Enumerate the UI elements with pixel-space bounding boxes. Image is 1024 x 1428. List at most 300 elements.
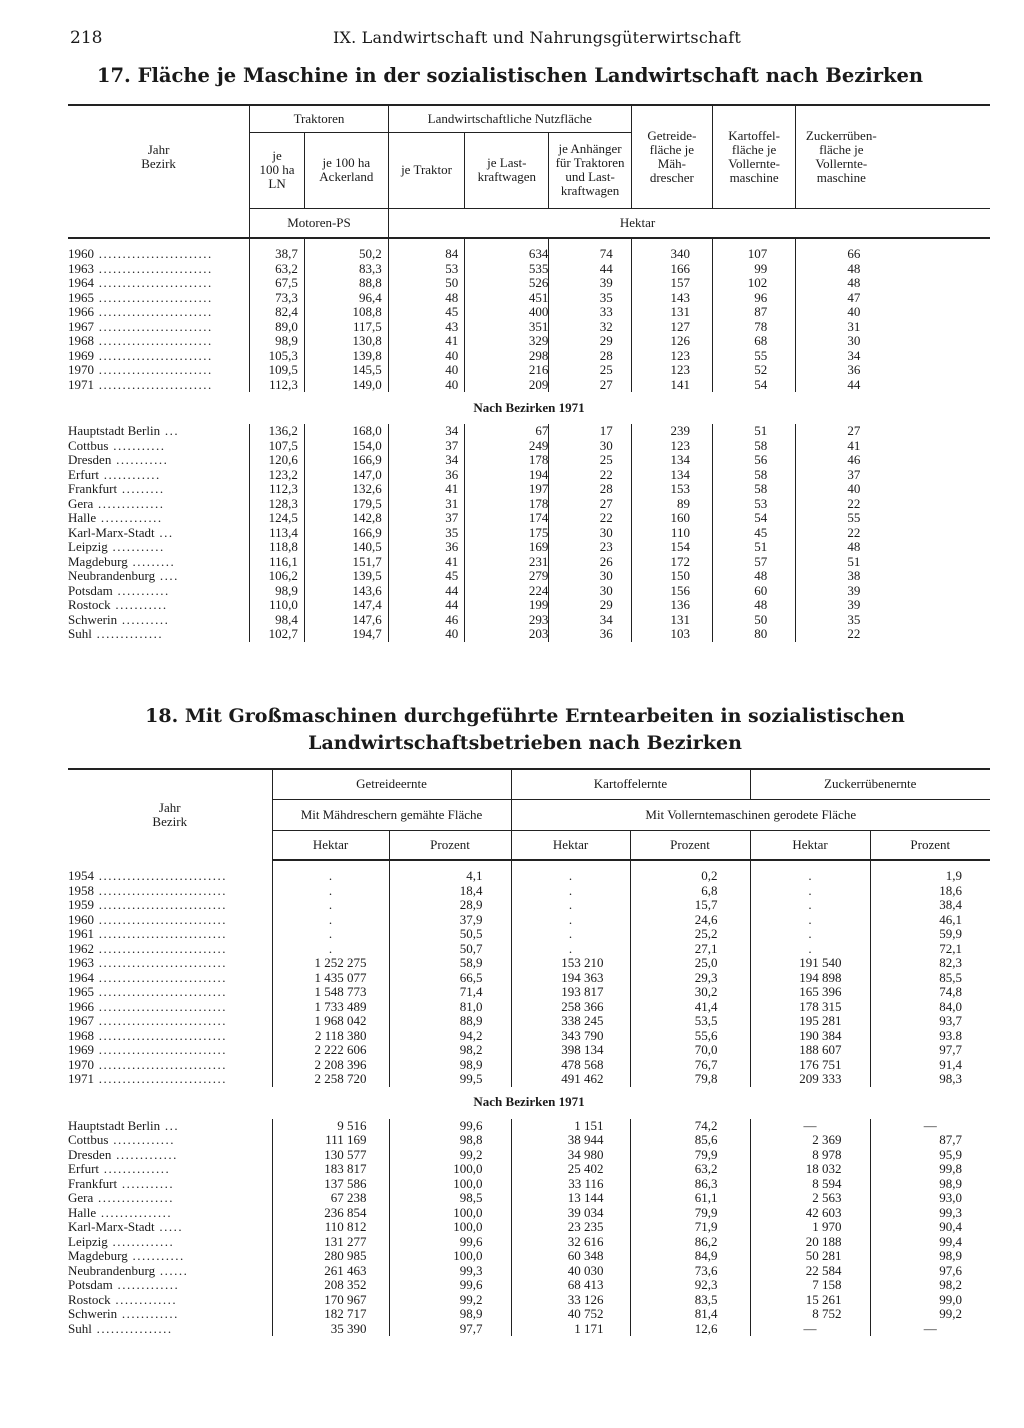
cell: 17: [549, 424, 631, 439]
stub-header-18-text: Jahr Bezirk: [152, 800, 188, 829]
cell: 60: [712, 584, 795, 599]
district-row: [68, 1119, 990, 1134]
leader-dots: .............: [107, 1234, 175, 1249]
cell: 74,8: [870, 985, 990, 1000]
cell: 60 348: [511, 1249, 630, 1264]
cell: 84: [388, 247, 465, 262]
cell: 13 144: [511, 1191, 630, 1206]
district-label: Rostock: [68, 598, 111, 612]
page-number: 218: [70, 28, 103, 48]
cell: 22: [796, 627, 887, 642]
col5-header: [549, 132, 631, 208]
cell: 136,2: [250, 424, 305, 439]
cell: 83,5: [630, 1293, 750, 1308]
cell: 236 854: [272, 1206, 389, 1221]
cell: 98,9: [250, 584, 305, 599]
district-label: Potsdam: [68, 583, 113, 598]
district-row: [68, 627, 990, 642]
cell: 48: [712, 598, 795, 613]
cell: 134: [631, 453, 712, 468]
district-row: [68, 1220, 990, 1235]
leader-dots: ........................: [94, 334, 213, 348]
cell: 51: [712, 540, 795, 555]
cell: .: [511, 927, 630, 942]
district-label: Halle: [68, 511, 97, 525]
chapter-title: IX. Landwirtschaft und Nahrungsgüterwirtschaft: [333, 28, 741, 47]
cell: 23 235: [511, 1220, 630, 1235]
leader-dots: ..............: [91, 627, 164, 641]
cell: 98,4: [250, 613, 305, 628]
leader-dots: ............: [117, 1307, 179, 1321]
cell: 67: [465, 424, 549, 439]
cell: 31: [388, 497, 465, 512]
cell: 48: [388, 291, 465, 306]
cell: 35: [388, 526, 465, 541]
cell: 2 118 380: [272, 1029, 389, 1044]
cell: 87,7: [870, 1133, 990, 1148]
district-row: [68, 453, 990, 468]
cell: 35 390: [272, 1322, 389, 1337]
leader-dots: ...........................: [94, 1043, 227, 1057]
leader-dots: ...........................: [94, 1028, 227, 1043]
cell: 111 169: [272, 1133, 389, 1148]
district-row: [68, 1191, 990, 1206]
cell: 46: [388, 613, 465, 628]
cell: 18,6: [870, 884, 990, 899]
cell: 37: [388, 511, 465, 526]
district-row: [68, 1162, 990, 1177]
col3-header-text: je Traktor: [401, 162, 452, 177]
cell: 25: [549, 453, 631, 468]
year-row: [68, 1014, 990, 1029]
cell: 53: [388, 262, 465, 277]
cell: 99,3: [389, 1264, 511, 1279]
cell: 22: [796, 497, 887, 512]
cell: 136: [631, 598, 712, 613]
cell: 137 586: [272, 1177, 389, 1192]
kartoffelernte-header: Kartoffelernte: [511, 769, 750, 799]
cell: 44: [388, 598, 465, 613]
cell: 45: [388, 569, 465, 584]
cell: 351: [465, 320, 549, 335]
year-label: 1968: [68, 334, 94, 348]
cell: 40 752: [511, 1307, 630, 1322]
cell: 82,4: [250, 305, 305, 320]
cell: 208 352: [272, 1278, 389, 1293]
district-row: [68, 482, 990, 497]
hektar-1: Hektar: [272, 830, 389, 860]
cell: 38,4: [870, 898, 990, 913]
cell: 130 577: [272, 1148, 389, 1163]
cell: 66,5: [389, 971, 511, 986]
leader-dots: ............: [99, 467, 161, 482]
district-row: [68, 613, 990, 628]
cell: 96,4: [304, 291, 388, 306]
district-label: Leipzig: [68, 540, 108, 554]
district-label: Neubrandenburg: [68, 1263, 156, 1278]
cell: 34: [388, 453, 465, 468]
hektar-2: Hektar: [511, 830, 630, 860]
district-row: [68, 1235, 990, 1250]
cell: 58: [712, 482, 795, 497]
cell: 174: [465, 511, 549, 526]
year-label: 1969: [68, 1043, 94, 1057]
cell: 91,4: [870, 1058, 990, 1073]
cell: 71,9: [630, 1220, 750, 1235]
cell: 37: [388, 439, 465, 454]
cell: 145,5: [304, 363, 388, 378]
cell: 78: [712, 320, 795, 335]
year-label: 1968: [68, 1028, 94, 1043]
district-label: Potsdam: [68, 1278, 113, 1292]
cell: 53: [712, 497, 795, 512]
cell: 40: [796, 305, 887, 320]
district-row: [68, 540, 990, 555]
cell: 79,9: [630, 1206, 750, 1221]
year-row: [68, 320, 990, 335]
cell: 258 366: [511, 1000, 630, 1015]
cell: 89,0: [250, 320, 305, 335]
year-row: [68, 378, 990, 393]
cell: 46,1: [870, 913, 990, 928]
maehdrescher-subheader: Mit Mähdreschern gemähte Fläche: [272, 799, 511, 830]
year-label: 1967: [68, 1014, 94, 1028]
cell: 1 548 773: [272, 985, 389, 1000]
year-label: 1971: [68, 1072, 94, 1086]
cell: 634: [465, 247, 549, 262]
year-label: 1963: [68, 956, 94, 970]
cell: 73,6: [630, 1264, 750, 1279]
district-row: [68, 598, 990, 613]
district-label: Frankfurt: [68, 482, 118, 496]
cell: .: [511, 869, 630, 884]
cell: 99,2: [870, 1307, 990, 1322]
cell: 47: [796, 291, 887, 306]
year-label: 1964: [68, 970, 94, 985]
district-label: Karl-Marx-Stadt: [68, 1220, 155, 1234]
cell: 98,8: [389, 1133, 511, 1148]
district-label: Frankfurt: [68, 1176, 118, 1191]
district-label: Magdeburg: [68, 554, 128, 569]
prozent-2: Prozent: [630, 830, 750, 860]
cell: 40 030: [511, 1264, 630, 1279]
cell: 99,6: [389, 1278, 511, 1293]
cell: 209: [465, 378, 549, 393]
cell: .: [750, 898, 870, 913]
year-label: 1970: [68, 1057, 94, 1072]
cell: —: [750, 1322, 870, 1337]
cell: 99,8: [870, 1162, 990, 1177]
cell: 30: [549, 439, 631, 454]
leader-dots: ...........: [127, 1249, 185, 1263]
year-label: 1958: [68, 883, 94, 898]
leader-dots: ................: [91, 1321, 173, 1336]
district-row: [68, 1177, 990, 1192]
cell: 153 210: [511, 956, 630, 971]
cell: 30: [796, 334, 887, 349]
cell: 29: [549, 334, 631, 349]
cell: 37,9: [389, 913, 511, 928]
cell: 99,2: [389, 1148, 511, 1163]
district-row: [68, 1322, 990, 1337]
cell: 124,5: [250, 511, 305, 526]
cell: 179,5: [304, 497, 388, 512]
cell: 194 898: [750, 971, 870, 986]
cell: 293: [465, 613, 549, 628]
cell: 197: [465, 482, 549, 497]
leader-dots: ........................: [94, 247, 213, 261]
district-label: Dresden: [68, 453, 112, 467]
leader-dots: ................: [93, 1191, 175, 1205]
cell: 123: [631, 349, 712, 364]
leader-dots: ...........................: [94, 927, 227, 941]
year-row: [68, 898, 990, 913]
district-row: [68, 1206, 990, 1221]
district-row: [68, 468, 990, 483]
cell: 50: [388, 276, 465, 291]
leader-dots: ...........................: [94, 883, 227, 898]
cell: 87: [712, 305, 795, 320]
cell: 33 126: [511, 1293, 630, 1308]
cell: 9 516: [272, 1119, 389, 1134]
col7-header-text: Kartoffel- fläche je Vollernte- maschine: [728, 127, 780, 185]
year-row: [68, 942, 990, 957]
col6-header-text: Getreide- fläche je Mäh- drescher: [647, 127, 697, 185]
leader-dots: ..............: [93, 496, 165, 511]
cell: .: [272, 942, 389, 957]
cell: 23: [549, 540, 631, 555]
cell: .: [511, 913, 630, 928]
cell: 1 252 275: [272, 956, 389, 971]
cell: 30: [549, 569, 631, 584]
year-row: [68, 869, 990, 884]
col2-header-text: je 100 ha Ackerland: [319, 155, 374, 184]
cell: 42 603: [750, 1206, 870, 1221]
district-label: Schwerin: [68, 1307, 118, 1321]
cell: 100,0: [389, 1220, 511, 1235]
district-row: [68, 584, 990, 599]
cell: 56: [712, 453, 795, 468]
col8-header: [796, 105, 887, 208]
cell: 41,4: [630, 1000, 750, 1015]
cell: .: [511, 884, 630, 899]
cell: 58: [712, 468, 795, 483]
year-label: 1954: [68, 869, 94, 883]
cell: 40: [388, 349, 465, 364]
cell: 249: [465, 439, 549, 454]
year-row: [68, 956, 990, 971]
zuckerruebenernte-header: Zuckerrübenernte: [750, 769, 990, 799]
cell: 2 563: [750, 1191, 870, 1206]
year-label: 1969: [68, 348, 94, 363]
year-row: [68, 1072, 990, 1087]
cell: 2 222 606: [272, 1043, 389, 1058]
cell: 99,4: [870, 1235, 990, 1250]
cell: 116,1: [250, 555, 305, 570]
cell: 57: [712, 555, 795, 570]
cell: 535: [465, 262, 549, 277]
cell: 97,7: [389, 1322, 511, 1337]
cell: 30,2: [630, 985, 750, 1000]
district-row: [68, 497, 990, 512]
cell: 190 384: [750, 1029, 870, 1044]
year-label: 1964: [68, 276, 94, 290]
cell: 39 034: [511, 1206, 630, 1221]
cell: 1 435 077: [272, 971, 389, 986]
cell: 132,6: [304, 482, 388, 497]
cell: 131: [631, 305, 712, 320]
leader-dots: ...........................: [94, 898, 227, 912]
cell: 46: [796, 453, 887, 468]
cell: 98,2: [389, 1043, 511, 1058]
cell: 29,3: [630, 971, 750, 986]
district-label: Dresden: [68, 1147, 112, 1162]
cell: 103: [631, 627, 712, 642]
year-label: 1965: [68, 290, 94, 305]
cell: 27: [796, 424, 887, 439]
year-label: 1960: [68, 247, 94, 261]
cell: 120,6: [250, 453, 305, 468]
cell: 20 188: [750, 1235, 870, 1250]
year-label: 1967: [68, 319, 94, 334]
cell: .: [272, 869, 389, 884]
cell: 98,5: [389, 1191, 511, 1206]
cell: 80: [712, 627, 795, 642]
cell: 149,0: [304, 378, 388, 393]
page-header: [70, 28, 970, 52]
district-label: Neubrandenburg: [68, 569, 156, 583]
cell: 35: [796, 613, 887, 628]
unit-motoren-ps: Motoren-PS: [250, 208, 389, 238]
cell: 93,7: [870, 1014, 990, 1029]
cell: 106,2: [250, 569, 305, 584]
year-row: [68, 913, 990, 928]
cell: 36: [388, 540, 465, 555]
stub-header-18: [68, 769, 272, 860]
cell: 193 817: [511, 985, 630, 1000]
cell: 118,8: [250, 540, 305, 555]
cell: 2 258 720: [272, 1072, 389, 1087]
cell: 1 151: [511, 1119, 630, 1134]
cell: 166,9: [304, 526, 388, 541]
district-row: [68, 439, 990, 454]
year-row: [68, 276, 990, 291]
year-row: [68, 985, 990, 1000]
cell: 239: [631, 424, 712, 439]
year-label: 1959: [68, 898, 94, 912]
cell: 166,9: [304, 453, 388, 468]
cell: 93,0: [870, 1191, 990, 1206]
traktoren-header: Traktoren: [250, 105, 389, 132]
leader-dots: .........: [117, 482, 165, 496]
col1-header: [250, 132, 305, 208]
leader-dots: .............: [111, 1147, 178, 1162]
cell: 99,6: [389, 1119, 511, 1134]
cell: 55,6: [630, 1029, 750, 1044]
cell: 166: [631, 262, 712, 277]
cell: 89: [631, 497, 712, 512]
district-label: Magdeburg: [68, 1249, 128, 1263]
cell: 140,5: [304, 540, 388, 555]
cell: 156: [631, 584, 712, 599]
cell: 48: [796, 262, 887, 277]
cell: 32: [549, 320, 631, 335]
year-row: [68, 305, 990, 320]
cell: 98,9: [870, 1177, 990, 1192]
cell: 85,6: [630, 1133, 750, 1148]
hektar-3: Hektar: [750, 830, 870, 860]
leader-dots: .....: [154, 1220, 184, 1234]
cell: 71,4: [389, 985, 511, 1000]
year-row: [68, 334, 990, 349]
cell: 54: [712, 378, 795, 393]
cell: 398 134: [511, 1043, 630, 1058]
leader-dots: ...........................: [94, 999, 227, 1014]
leader-dots: ...............: [96, 1205, 173, 1220]
year-row: [68, 884, 990, 899]
col6-header: [631, 105, 712, 208]
cell: 131: [631, 613, 712, 628]
cell: 178 315: [750, 1000, 870, 1015]
leader-dots: .........: [127, 554, 176, 569]
year-row: [68, 1000, 990, 1015]
cell: 178: [465, 497, 549, 512]
col2-header: [304, 132, 388, 208]
cell: 1 970: [750, 1220, 870, 1235]
col3-header: [388, 132, 465, 208]
cell: 154,0: [304, 439, 388, 454]
district-row: [68, 526, 990, 541]
cell: 32 616: [511, 1235, 630, 1250]
leader-dots: ........................: [94, 363, 213, 377]
cell: 70,0: [630, 1043, 750, 1058]
cell: .: [750, 942, 870, 957]
cell: 279: [465, 569, 549, 584]
year-label: 1966: [68, 305, 94, 319]
leader-dots: ...........................: [94, 941, 227, 956]
cell: 44: [388, 584, 465, 599]
cell: 139,8: [304, 349, 388, 364]
district-row: [68, 1307, 990, 1322]
cell: 34: [796, 349, 887, 364]
district-label: Leipzig: [68, 1234, 108, 1249]
cell: 22 584: [750, 1264, 870, 1279]
cell: 224: [465, 584, 549, 599]
district-label: Erfurt: [68, 1162, 100, 1176]
leader-dots: ...........: [107, 540, 165, 554]
cell: 109,5: [250, 363, 305, 378]
leader-dots: ...........................: [94, 1014, 227, 1028]
cell: 40: [796, 482, 887, 497]
cell: 58: [712, 439, 795, 454]
cell: 33: [549, 305, 631, 320]
cell: 4,1: [389, 869, 511, 884]
cell: 68 413: [511, 1278, 630, 1293]
leader-dots: ...........................: [94, 869, 227, 883]
cell: 123: [631, 439, 712, 454]
year-label: 1963: [68, 261, 94, 276]
cell: .: [750, 884, 870, 899]
leader-dots: ........................: [94, 261, 213, 276]
cell: 126: [631, 334, 712, 349]
cell: 99,0: [870, 1293, 990, 1308]
cell: 45: [388, 305, 465, 320]
cell: 74,2: [630, 1119, 750, 1134]
district-row: [68, 1133, 990, 1148]
year-row: [68, 291, 990, 306]
cell: 36: [796, 363, 887, 378]
table-17-title: 17. Fläche je Maschine in der sozialistischen Landwirtschaft nach Bezirken: [96, 64, 924, 87]
